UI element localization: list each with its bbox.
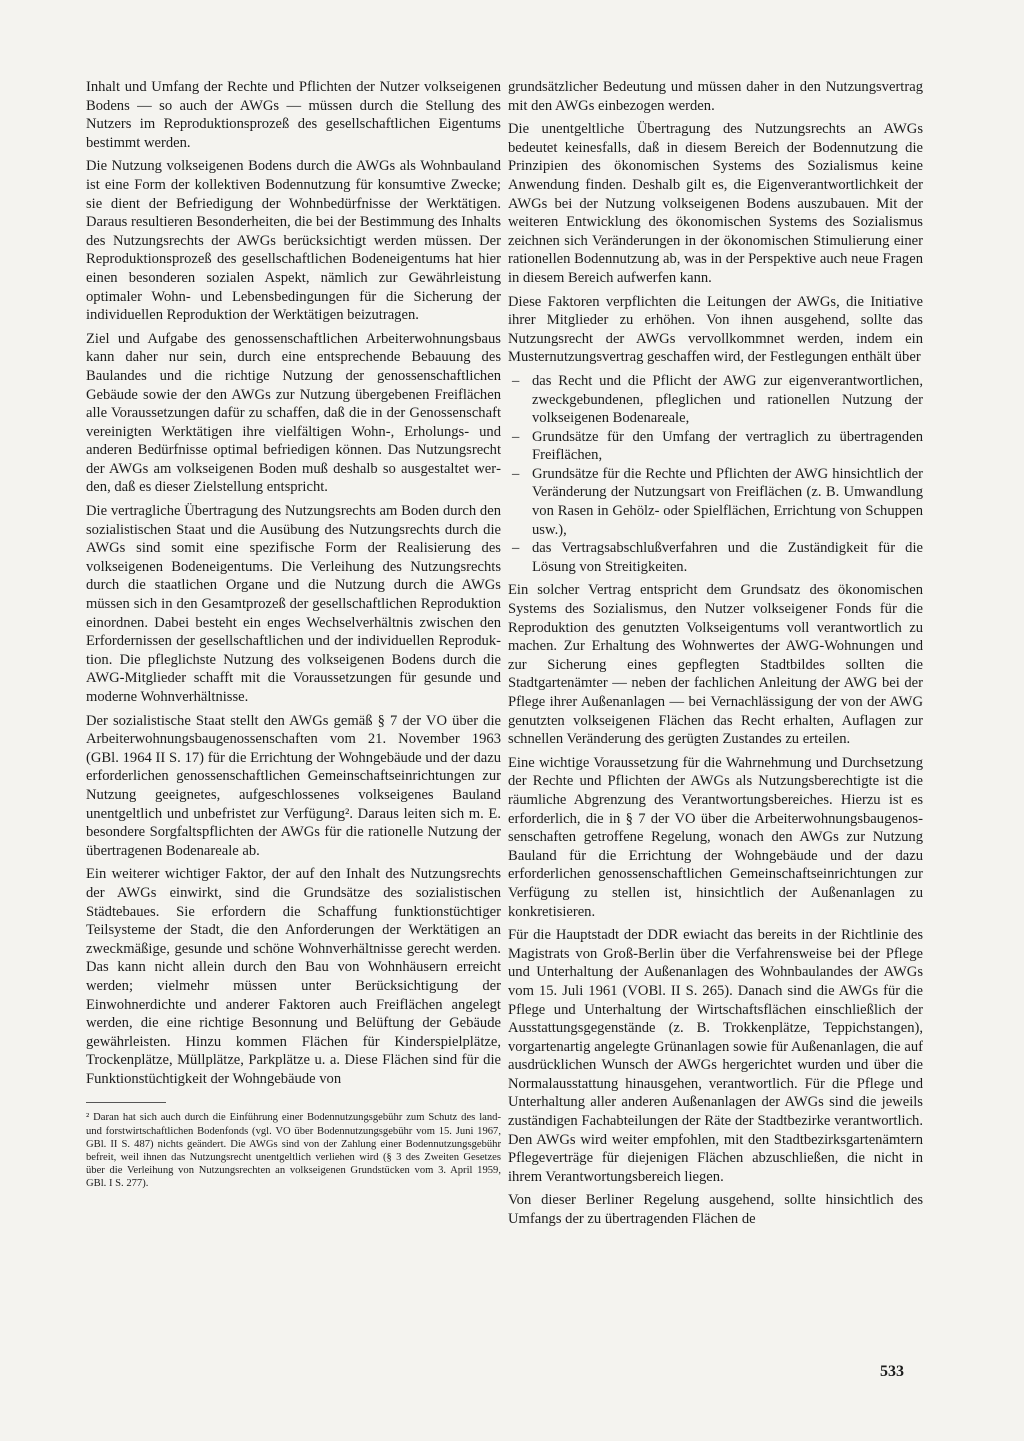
body-paragraph: grundsätzlicher Bedeutung und müssen daher in den Nutzungsvertrag mit den AWGs einbezogen werden. [508, 79, 923, 114]
body-paragraph: Von dieser Berliner Regelung ausgehend, sollte hinsichtlich des Umfangs der zu übertragenden Flächen de [508, 1192, 923, 1228]
body-paragraph: Diese Faktoren verpflichten die Leitungen der AWGs, die Initiative ihrer Mitglieder zu erhöhen. Von ihnen ausgehend, sollte das Nutzungsrecht der AWGs vervollkommnet werden, indem ein Musternutzungsvertrag geschaffen wird, der Festlegungen enthält über [508, 293, 923, 366]
right-column [508, 78, 923, 1234]
body-paragraph: Inhalt und Umfang der Rechte und Pflichten der Nutzer volkseigenen Bodens — so auch der AWGs — müssen durch die Stellung des Nutzers im Reproduktionsprozeß des gesellschaftlichen Eigentums bestimmt werden. [86, 79, 501, 151]
contract-provisions-list [508, 372, 923, 577]
body-paragraph: Ein weiterer wichtiger Faktor, der auf den Inhalt des Nutzungsrechts der AWGs einwirkt, sind die Grundsätze des sozialistischen Städtebaues. Sie erfordern die Schaffung funktionstüchtiger Teilsysteme der Stadt, die den Anforderungen der Werktätigen an zweckmäßige, gesunde und schöne Wohnverhältnisse gerecht werden. Das kann nicht allein durch den Bau von Wohnhäusern erreicht werden; vielmehr müssen unter Berücksichtigung der Einwohnerdichte und anderer Faktoren auch Freiflächen angelegt werden, die eine richtige Besonnung und Belüftung der Gebäude gewährleisten. Hinzu kommen Flächen für Kinderspielplätze, Trockenplätze, Müllplätze, Parkplätze u. a. Diese Flächen sind für die Funktionstüchtigkeit der Wohngebäude von [86, 866, 501, 1087]
body-paragraph: Ziel und Aufgabe des genossenschaftlichen Arbeiterwohnungsbaus kann daher nur sein, durch eine entsprechende Bebauung des Baulandes und die richtige Nutzung der genossenschaftlichen Gebäude sowie der den AWGs zur Nutzung übergebenen Freiflächen alle Voraussetzungen dafür zu schaffen, daß die in der Genossenschaft vereinigten Werktätigen ihre vielfältigen Wohn-, Erholungs- und anderen Bedürfnisse optimal befriedigen können. Das Nutzungsrecht der AWGs am volkseigenen Boden muß deshalb so ausgestaltet werden, daß es dieser Zielstellung entspricht. [86, 330, 501, 496]
page-number: 533 [880, 1363, 904, 1380]
footnote-divider [86, 1102, 166, 1103]
body-paragraph: Die unentgeltliche Übertragung des Nutzungsrechts an AWGs bedeutet keinesfalls, daß in diesem Bereich der Bodennutzung die Prinzipien des ökonomischen Systems des Sozialismus keine Anwendung finden. Deshalb gilt es, die Eigenverantwortlichkeit der AWGs bei der Nutzung volkseigenen Bodens auszubauen. Mit der weiteren Entwicklung des ökonomischen Systems des Sozialismus zeichnen sich Veränderungen in der ökonomischen Stimulierung einer rationellen Bodennutzung ab, was in der Perspektive auch neue Fragen in diesem Bereich aufwerfen kann. [508, 121, 923, 286]
body-paragraph: Die vertragliche Übertragung des Nutzungsrechts am Boden durch den sozialistischen Staat und die Ausübung des Nutzungsrechts durch die AWGs sind somit eine spezifische Form der Realisierung des volkseigenen Bodeneigentums. Die Verleihung des Nutzungsrechts durch die staatlichen Organe und die Nutzung durch die AWGs müssen sich in den Gesamtprozeß der gesellschaftlichen Reproduktion einordnen. Dabei besteht ein enges Wechselverhältnis zwischen den Erfordernissen der gesellschaftlichen und der individuellen Reproduktion. Die pfleglichste Nutzung des volkseigenen Bodens durch die AWG-Mitglieder schafft mit die Voraussetzungen für gesunde und moderne Wohnverhältnisse. [86, 503, 501, 705]
list-item: – das Vertragsabschlußverfahren und die Zuständigkeit für die Lösung von Streitigkeiten. [508, 539, 923, 576]
footnote: ² Daran hat sich auch durch die Einführung einer Bodennutzungsgebühr zum Schutz des land- und forstwirtschaftlichen Bodenfonds (vgl. VO über Bodennutzungsgebühr vom 15. Juni 1967, GBl. II S. 487) nichts geändert. Die AWGs sind von der Zahlung einer Bodennutzungsgebühr befreit, weil ihnen das Nutzungsrecht unentgeltlich verliehen wird (§ 3 des Zweiten Gesetzes über die Verleihung von Nutzungsrechten an volkseigenen Grundstücken vom 3. April 1959, GBl. I S. 277). [86, 1112, 501, 1190]
body-paragraph: Eine wichtige Voraussetzung für die Wahrnehmung und Durchsetzung der Rechte und Pflichten der AWGs als Nutzungsberechtigte ist die räumliche Abgrenzung des Verantwortungsbereiches. Hierzu ist es erforderlich, die in § 7 der VO über die Arbeiterwohnungsbaugenossenschaften getroffene Regelung, wonach den AWGs zur Nutzung Bauland für die Errichtung der Wohngebäude und der dazu erforderlichen genossenschaftlichen Gemeinschaftseinrichtungen zur Verfügung zu stellen ist, hinsichtlich der Außenanlagen zu konkretisieren. [508, 754, 923, 920]
body-paragraph: Ein solcher Vertrag entspricht dem Grundsatz des ökonomischen Systems des Sozialismus, den Nutzer volkseigener Fonds für die Reproduktion des genutzten Volkseigentums voll verantwortlich zu machen. Zur Erhaltung des Wohnwertes der AWG-Wohnungen und zur Sicherung eines gepflegten Stadtbildes sollten die Stadtgartenämter — neben der fachlichen Anleitung der AWG bei der Pflege ihrer Außenanlagen — bei Vernachlässigung der von der AWG genutzten volkseigenen Flächen das Recht erhalten, Auflagen zur schnellen Veränderung des gerügten Zustandes zu erteilen. [508, 582, 923, 748]
body-paragraph: Die Nutzung volkseigenen Bodens durch die AWGs als Wohnbauland ist eine Form der kollektiven Bodennutzung für konsumtive Zwecke; sie dient der Befriedigung der Wohnbedürfnisse der Werktätigen. Daraus resultieren Besonderheiten, die bei der Bestimmung des Inhalts des Nutzungsrechts der AWGs berücksichtigt werden müssen. Der Reproduktionsprozeß des gesellschaftlichen Bodeneigentums hat hier einen besonderen sozialen Aspekt, nämlich zur Gewährleistung optimaler Wohn- und Lebensbedingungen für die Sicherung der individuellen Reproduktion der Werktätigen beizutragen. [86, 158, 501, 324]
body-paragraph: Für die Hauptstadt der DDR ewiacht das bereits in der Richtlinie des Magistrats von Groß-Berlin über die Verfahrensweise bei der Pflege und Unterhaltung der Außenanlagen des Wohnbaulandes der AWGs vom 15. Juli 1961 (VOBl. II S. 265). Danach sind die AWGs für die Pflege und Unterhaltung der Wirtschaftsflächen einschließlich der Ausstattungsgegenstände (z. B. Trokkenplätze, Teppichstangen), vorgartenartig angelegte Grünanlagen sowie für Außenanlagen, die auf ausdrücklichen Wunsch der AWGs hergerichtet wurden und über die Normalausstattung hinausgehen, verantwortlich. Für die Pflege und Unterhaltung aller anderen Außenanlagen der AWGs sind die jeweils zuständigen Fachabteilungen der Räte der Stadtbezirke verantwortlich. Den AWGs wird weiter empfohlen, mit den Stadtbezirksgartenämtern Pflegeverträge für diejenigen Flächen abzuschließen, die nicht in ihrem Verantwortungsbereich liegen. [508, 927, 923, 1185]
list-item: – das Recht und die Pflicht der AWG zur eigenverantwortlichen, zweckgebundenen, pfleglichen und rationellen Nutzung der volkseigenen Bodenareale, [508, 372, 923, 428]
list-item: – Grundsätze für die Rechte und Pflichten der AWG hinsichtlich der Veränderung der Nutzungsart von Freiflächen (z. B. Umwandlung von Rasen in Gehölz- oder Spielflächen, Errichtung von Schuppen usw.), [508, 465, 923, 539]
left-column [86, 78, 501, 1191]
list-item: – Grundsätze für den Umfang der vertraglich zu übertragenden Freiflächen, [508, 428, 923, 465]
body-paragraph: Der sozialistische Staat stellt den AWGs gemäß § 7 der VO über die Arbeiterwohnungsbaugenossenschaften vom 21. November 1963 (GBl. 1964 II S. 17) für die Errichtung der Wohngebäude und der dazu erforderlichen genossenschaftlichen Gemeinschaftseinrichtungen zur Nutzung geeignetes, aufgeschlossenes volkseigenes Bauland unentgeltlich und unbefristet zur Verfügung². Daraus leiten sich m. E. besondere Sorgfaltspflichten der AWGs für die rationelle Nutzung der übertragenen Bodenareale ab. [86, 712, 501, 859]
